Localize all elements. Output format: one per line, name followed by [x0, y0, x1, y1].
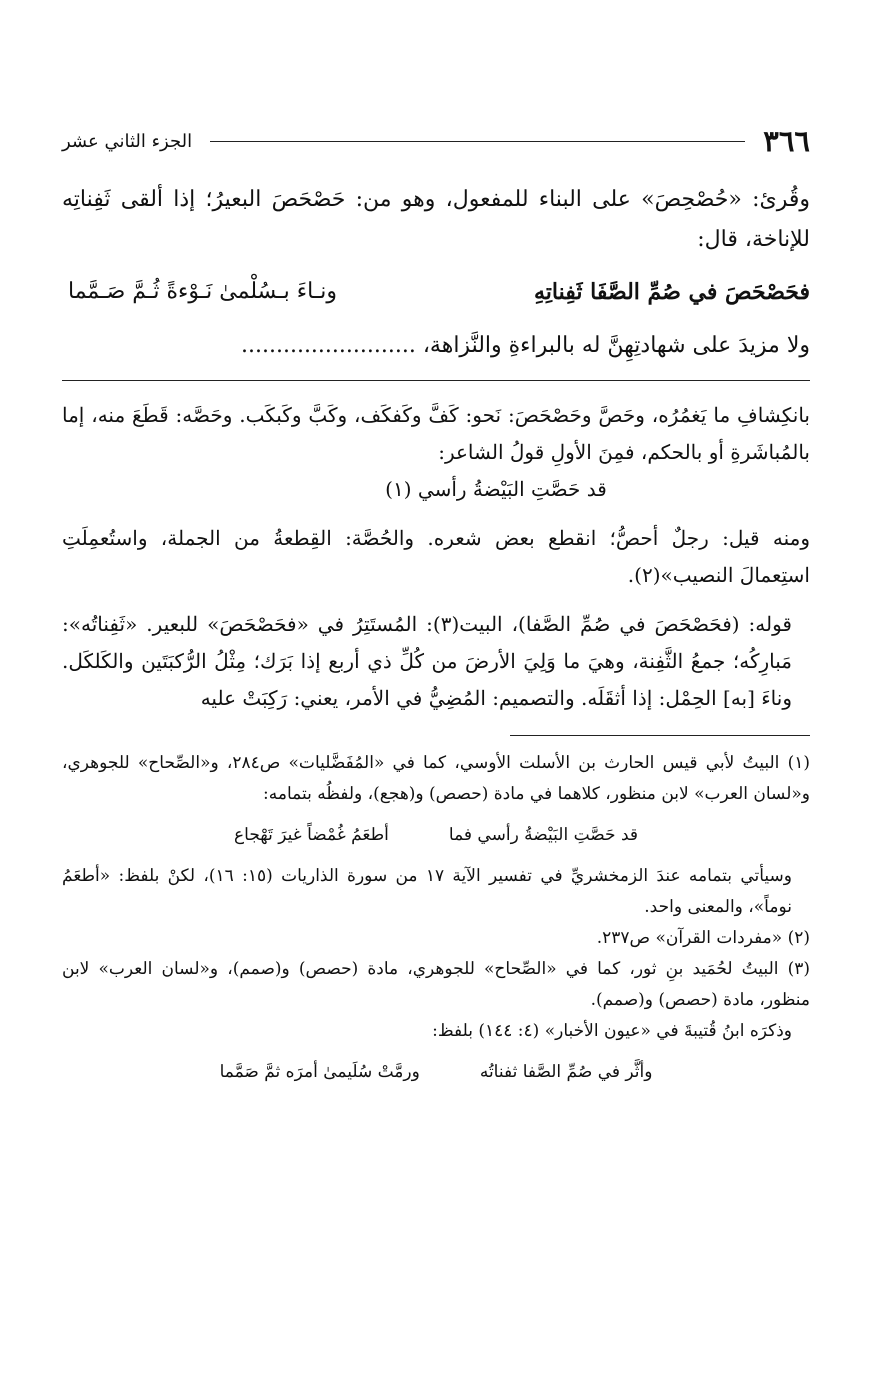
main-paragraph-2: ولا مزيدَ على شهادتِهِنَّ له بالبراءةِ والنَّزاهة، .........................	[241, 333, 810, 358]
section-divider	[62, 380, 810, 381]
running-title: الجزء الثاني عشر	[62, 130, 193, 152]
page-header	[62, 118, 810, 164]
commentary-paragraph-1: بانكِشافِ ما يَغمُرُه، وحَصَّ وحَصْحَصَ: نَحو: كَفَّ وكَفكَف، وكَبَّ وكَبكَب. وحَصَّه: قَطَعَ منه، إما بالمُباشَرةِ أو بالحكم، فمِنَ الأولِ قولُ الشاعر:	[62, 403, 810, 464]
header-rule	[210, 141, 745, 142]
footnote-2: (٢) «مفردات القرآن» ص٢٣٧.	[596, 928, 810, 948]
main-verse	[62, 272, 810, 312]
footnote-1-hemistich-1: قد حَصَّتِ البَيْضةُ رأسي فما	[448, 825, 638, 845]
verse-hemistich-1: فحَصْحَصَ في صُمِّ الصَّفَا ثَفِناتِهِ	[534, 279, 810, 305]
footnote-1-continuation: وسيأتي بتمامه عندَ الزمخشريِّ في تفسير الآية ١٧ من سورة الذاريات (١٥: ١٦)، لكنْ بلفظ: «أطعَمُ نوماً»، والمعنى واحد.	[62, 866, 792, 917]
footnotes	[62, 748, 810, 1088]
commentary-paragraph-3: قوله: (فحَصْحَصَ في صُمِّ الصَّفا)، البيت(٣): المُستَتِرُ في «فحَصْحَصَ» للبعير. «ثَفِناتُه»: مَبارِكُه؛ جمعُ الثَّفِنة، وهيَ ما وَلِيَ الأرضَ من كُلِّ ذي أربع إذا بَرَك؛ مِثْلُ الرُّكبَتَين والكَلكَل. وناءَ [به] الحِمْل: إذا أثقَلَه. والتصميم: المُضِيُّ في الأمر، يعني: رَكِبَتْ عليه	[62, 612, 792, 710]
footnote-3-hemistich-2: ورمَّتْ سُلَيمىٰ أمرَه ثمَّ صَمَّما	[219, 1062, 420, 1082]
footnote-1-verse	[62, 820, 810, 851]
commentary	[62, 397, 810, 717]
commentary-quote: قد حَصَّتِ البَيْضةُ رأسي (١)	[385, 477, 607, 501]
commentary-paragraph-2: ومنه قيل: رجلٌ أحصُّ؛ انقطع بعض شعره. والحُصَّة: القِطعةُ من الجملة، واستُعمِلَتِ استِعمالَ النصيب»(٢).	[62, 526, 810, 587]
footnote-3-hemistich-1: وأثَّر في صُمِّ الصَّفا ثفناتُه	[479, 1062, 653, 1082]
verse-hemistich-2: ونـاءَ بـسُلْمىٰ نَـوْءةً ثُـمَّ صَـمَّما	[68, 279, 338, 304]
main-paragraph-1: وقُرئ: «حُصْحِصَ» على البناء للمفعول، وهو من: حَصْحَصَ البعيرُ؛ إذا ألقى ثَفِناتِه للإناخة، قال:	[62, 187, 810, 252]
footnote-1: (١) البيتُ لأبي قيس الحارث بن الأسلت الأوسي، كما في «المُفَضَّليات» ص٢٨٤، و«الصِّحاح» للجوهري، و«لسان العرب» لابن منظور، كلاهما في مادة (حصص) و(هجع)، ولفظُه بتمامه:	[62, 753, 810, 804]
page-number: ٣٦٦	[763, 124, 810, 158]
book-page	[62, 118, 810, 1098]
footnote-1-hemistich-2: أطعَمُ غُمْضاً غيرَ تَهْجاع	[234, 825, 389, 845]
footnote-rule	[510, 735, 810, 736]
main-text	[62, 180, 810, 366]
footnote-3-verse	[62, 1057, 810, 1088]
footnote-3-continuation: وذكرَه ابنُ قُتيبةَ في «عيون الأخبار» (٤: ١٤٤) بلفظ:	[432, 1021, 792, 1041]
footnote-3: (٣) البيتُ لحُمَيد بنِ ثور، كما في «الصِّحاح» للجوهري، مادة (حصص) و(صمم)، و«لسان العرب» لابن منظور، مادة (حصص) و(صمم).	[62, 959, 810, 1010]
